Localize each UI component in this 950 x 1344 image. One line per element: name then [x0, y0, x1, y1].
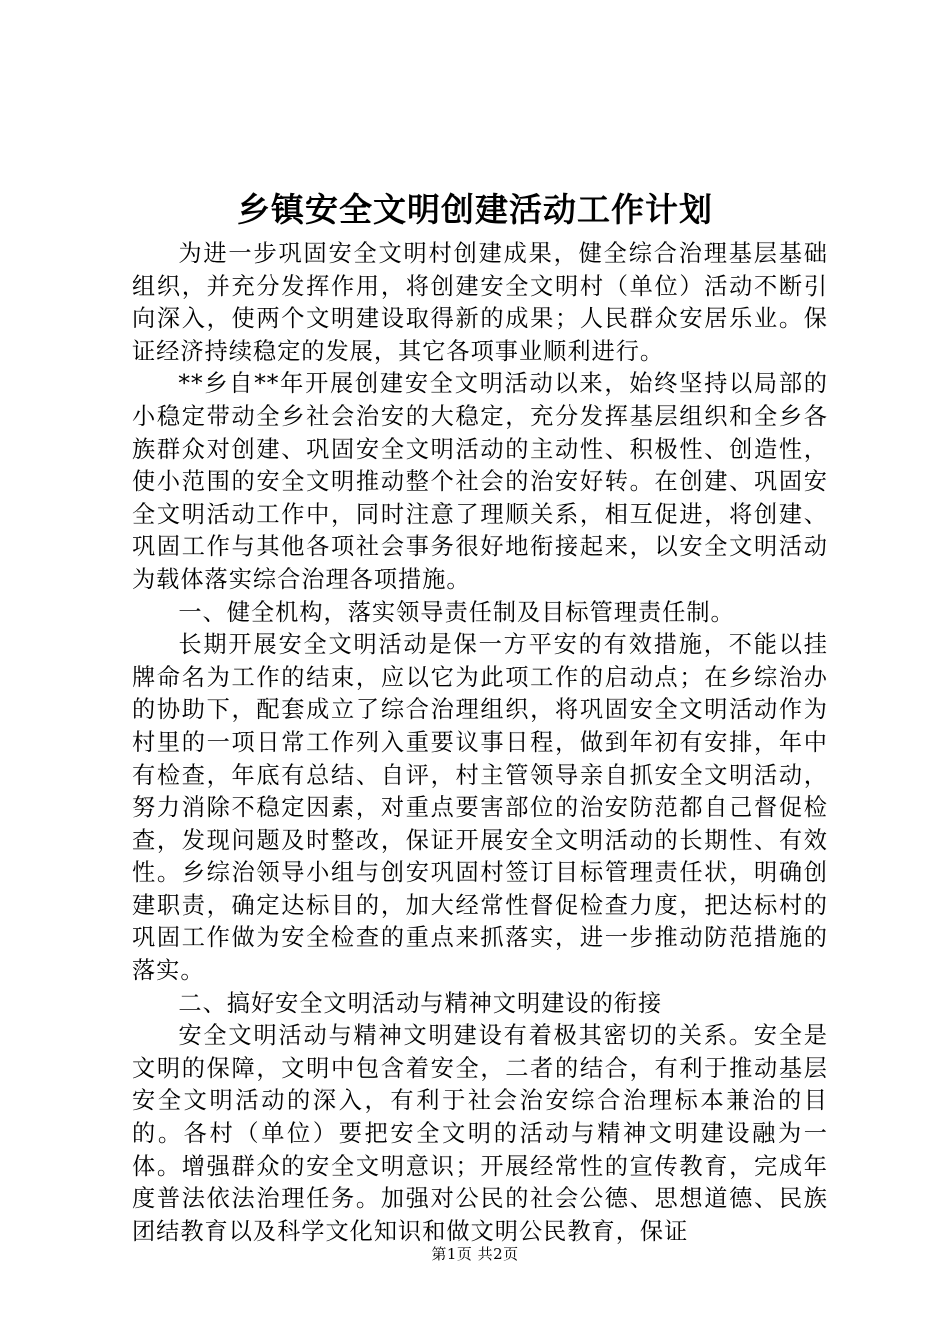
paragraph-intro: 为进一步巩固安全文明村创建成果，健全综合治理基层基础组织，并充分发挥作用，将创建安全文明村（单位）活动不断引向深入，使两个文明建设取得新的成果；人民群众安居乐业。保证经济持续稳定的发展，其它各项事业顺利进行。: [132, 240, 828, 365]
section-heading-1: 一、健全机构，落实领导责任制及目标管理责任制。: [178, 598, 735, 626]
document-title: 乡镇安全文明创建活动工作计划: [237, 190, 713, 229]
section-heading-2: 二、搞好安全文明活动与精神文明建设的衔接: [178, 989, 663, 1017]
paragraph-section-1: 长期开展安全文明活动是保一方平安的有效措施，不能以挂牌命名为工作的结束，应以它为此项工作的启动点；在乡综治办的协助下，配套成立了综合治理组织，将巩固安全文明活动作为村里的一项日常工作列入重要议事日程，做到年初有安排，年中有检查，年底有总结、自评，村主管领导亲自抓安全文明活动，努力消除不稳定因素，对重点要害部位的治安防范都自己督促检查，发现问题及时整改，保证开展安全文明活动的长期性、有效性。乡综治领导小组与创安巩固村签订目标管理责任状，明确创建职责，确定达标目的，加大经常性督促检查力度，把达标村的巩固工作做为安全检查的重点来抓落实，进一步推动防范措施的落实。: [132, 631, 828, 985]
paragraph-background: **乡自**年开展创建安全文明活动以来，始终坚持以局部的小稳定带动全乡社会治安的大稳定，充分发挥基层组织和全乡各族群众对创建、巩固安全文明活动的主动性、积极性、创造性，使小范围的安全文明推动整个社会的治安好转。在创建、巩固安全文明活动工作中，同时注意了理顺关系，相互促进，将创建、巩固工作与其他各项社会事务很好地衔接起来，以安全文明活动为载体落实综合治理各项措施。: [132, 370, 828, 593]
page-number-footer: 第1页 共2页: [431, 1245, 519, 1263]
document-body: [132, 238, 828, 1248]
paragraph-section-2: 安全文明活动与精神文明建设有着极其密切的关系。安全是文明的保障，文明中包含着安全，二者的结合，有利于推动基层安全文明活动的深入，有利于社会治安综合治理标本兼治的目的。各村（单位）要把安全文明的活动与精神文明建设融为一体。增强群众的安全文明意识；开展经常性的宣传教育，完成年度普法依法治理任务。加强对公民的社会公德、思想道德、民族团结教育以及科学文化知识和做文明公民教育，保证: [132, 1022, 828, 1245]
